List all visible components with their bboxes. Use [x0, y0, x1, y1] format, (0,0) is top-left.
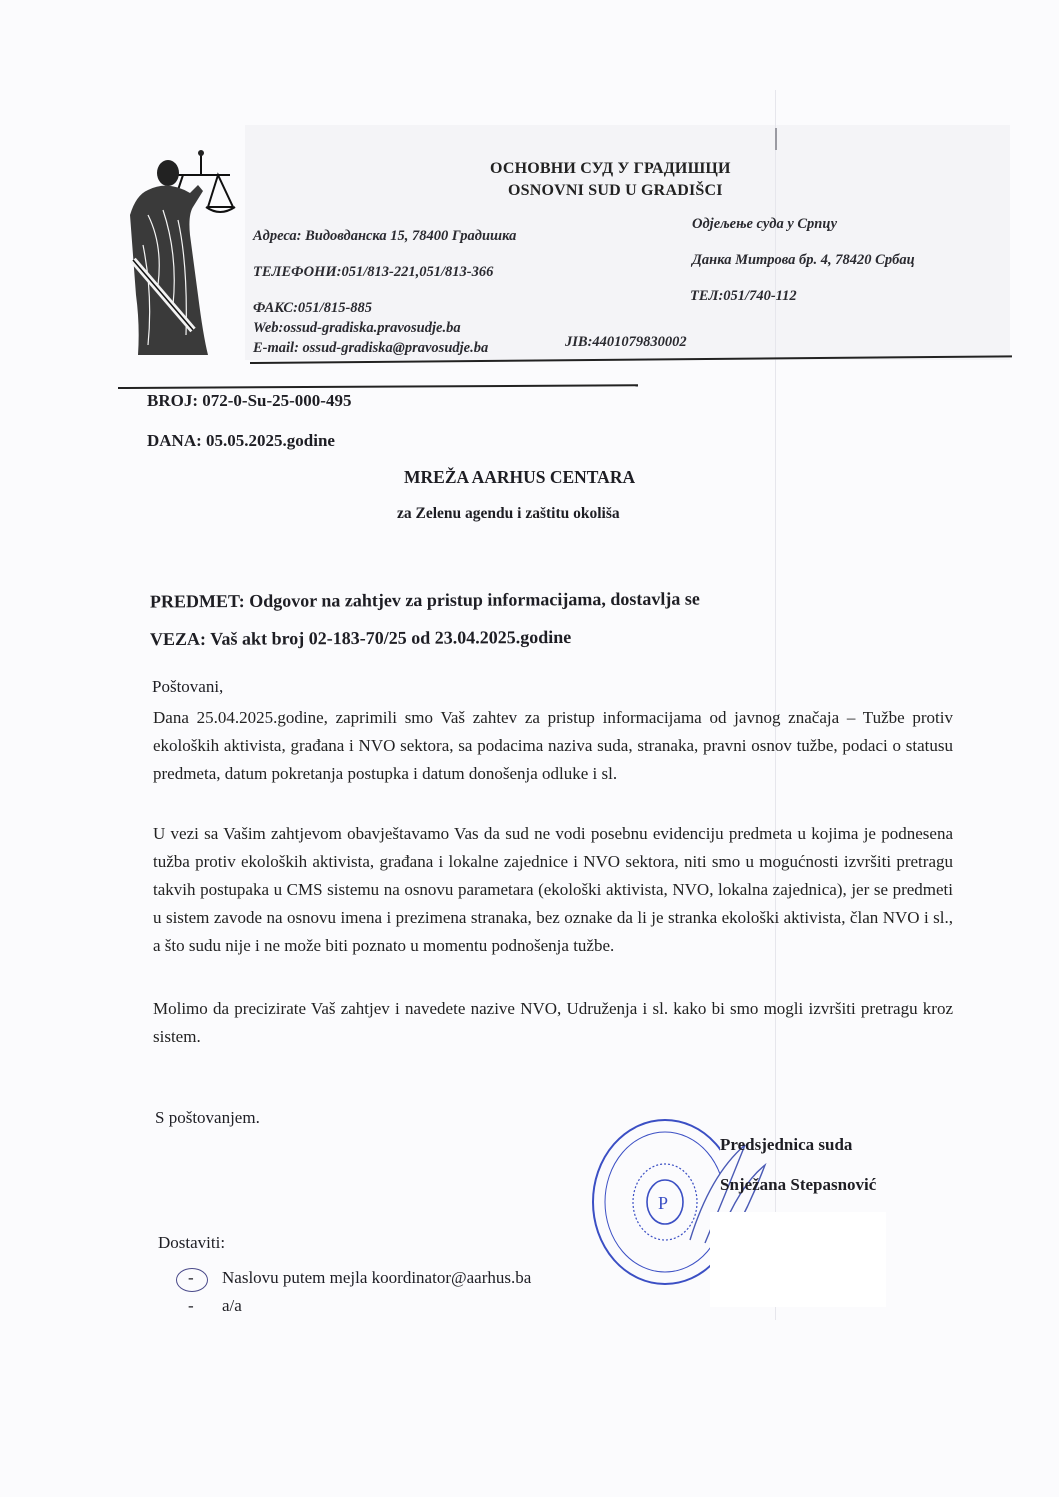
scan-mark	[775, 128, 777, 150]
header-divider-lower	[118, 384, 638, 389]
body-paragraph-1: Dana 25.04.2025.godine, zaprimili smo Vaš zahtev za pristup informacijama od javnog značaja – Tužbe protiv ekoloških aktivista, građana i NVO sektora, sa podacima naziva suda, stranaka, pravni osnov tužbe, podaci o statusu predmeta, datum pokretanja postupka i datum donošenja odluke i sl.	[153, 708, 953, 783]
court-name-cyrillic: ОСНОВНИ СУД У ГРАДИШЦИ	[490, 160, 731, 177]
deliver-item: a/a	[222, 1296, 242, 1315]
court-address: Адреса: Видовданска 15, 78400 Градишка	[253, 228, 517, 244]
salutation: Poštovani,	[152, 677, 224, 696]
signatory-title: Predsjednica suda	[720, 1135, 853, 1154]
closing-text: S poštovanjem.	[155, 1108, 260, 1127]
court-jib: JIB:4401079830002	[565, 334, 687, 350]
court-email: E-mail: ossud-gradiska@pravosudje.ba	[253, 340, 489, 356]
branch-name: Одјељење суда у Српцу	[692, 216, 838, 232]
deliver-label: Dostaviti:	[158, 1233, 226, 1252]
document-number: BROJ: 072-0-Su-25-000-495	[147, 391, 352, 410]
deliver-item[interactable]: Naslovu putem mejla koordinator@aarhus.ba	[222, 1268, 532, 1287]
recipient-name: MREŽA AARHUS CENTARA	[404, 467, 636, 487]
branch-phone: ТЕЛ:051/740-112	[690, 288, 797, 304]
subject-line: PREDMET: Odgovor na zahtjev za pristup informacijama, dostavlja se	[149, 588, 700, 612]
body-paragraph-2: U vezi sa Vašim zahtjevom obavještavamo Vas da sud ne vodi posebnu evidenciju predmeta u kojima je podnesena tužba protiv ekoloških aktivista, građana i lokalne zajednice i NVO sektora, niti smo u mogućnosti izvršiti pretragu takvih postupaka u CMS sistemu na osnovu parametara (ekološki aktivista, NVO, lokalna zajednica), jer se predmeti u sistem zavode na osnovu imena i prezimena stranaka, bez oznake da li je stranka ekološki aktivista, član NVO i sl., a što sudu nije i ne može biti poznato u momentu podnošenja tužbe.	[153, 824, 953, 955]
document-date: DANA: 05.05.2025.godine	[147, 431, 335, 450]
list-bullet: -	[188, 1268, 194, 1287]
branch-address: Данка Митрова бр. 4, 78420 Србац	[692, 252, 915, 268]
court-name-latin: OSNOVNI SUD U GRADIŠCI	[508, 182, 723, 199]
svg-text:P: P	[658, 1193, 669, 1213]
recipient-subtitle: za Zelenu agendu i zaštitu okoliša	[397, 505, 620, 522]
court-phones: ТЕЛЕФОНИ:051/813-221,051/813-366	[253, 264, 494, 280]
court-fax: ФАКС:051/815-885	[253, 300, 373, 316]
list-bullet: -	[188, 1296, 194, 1315]
redacted-area	[710, 1212, 886, 1307]
body-paragraph-3: Molimo da precizirate Vaš zahtjev i navedete nazive NVO, Udruženja i sl. kako bi smo mogli izvršiti pretragu kroz sistem.	[153, 999, 953, 1046]
signatory-name: Snježana Stepasnović	[720, 1175, 877, 1194]
reference-line: VEZA: Vaš akt broj 02-183-70/25 od 23.04.2025.godine	[149, 626, 572, 650]
court-website: Web:ossud-gradiska.pravosudje.ba	[253, 320, 461, 336]
lady-justice-icon	[118, 145, 248, 360]
